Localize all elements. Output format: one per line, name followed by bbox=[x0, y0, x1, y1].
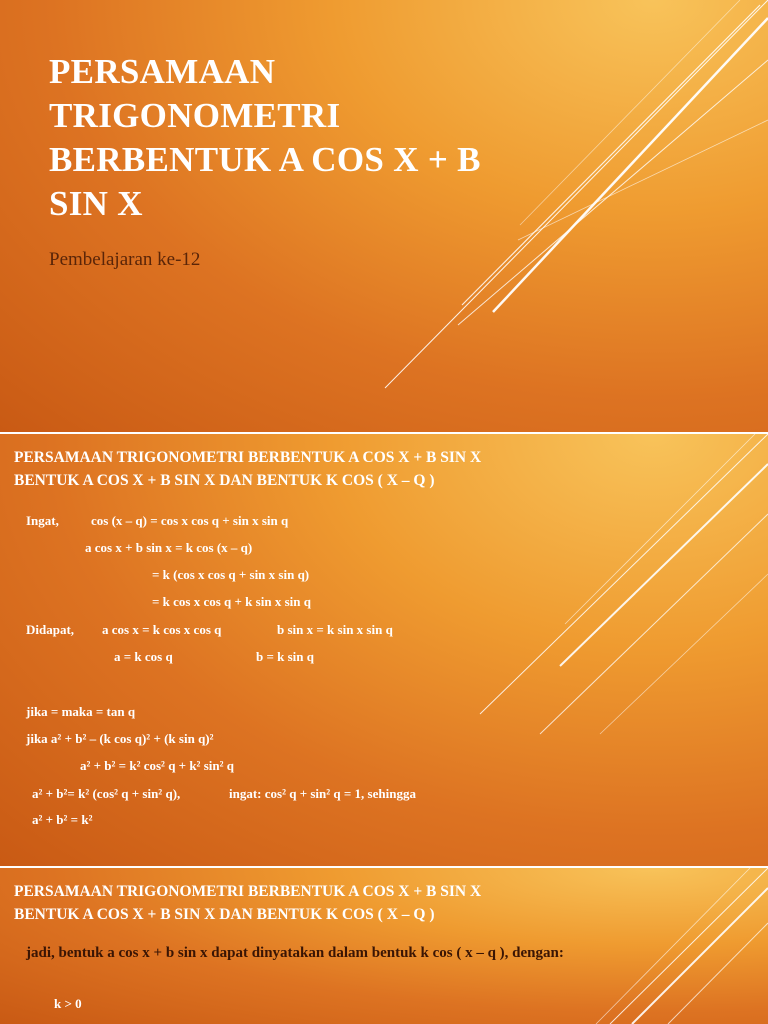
text-line: a = k cos q bbox=[114, 649, 173, 664]
text-line: = k cos x cos q + k sin x sin q bbox=[152, 594, 311, 609]
title-line: PERSAMAAN bbox=[49, 52, 276, 91]
text-line: Didapat, bbox=[26, 622, 75, 637]
text-line: a² + b² = k² bbox=[32, 812, 93, 827]
text-line: b sin x = k sin x sin q bbox=[277, 622, 393, 637]
body-text: jadi, bentuk a cos x + b sin x dapat dinyatakan dalam bentuk k cos ( x – q ), dengan: bbox=[26, 945, 564, 961]
title-line: TRIGONOMETRI bbox=[49, 96, 341, 135]
condition-text: k > 0 bbox=[54, 996, 82, 1011]
text-line: cos (x – q) = cos x cos q + sin x sin q bbox=[91, 513, 289, 528]
slide-heading bbox=[14, 446, 481, 492]
title-line: SIN X bbox=[49, 184, 143, 223]
content-slide bbox=[0, 868, 768, 1024]
slide-heading bbox=[14, 880, 481, 926]
heading-line: PERSAMAAN TRIGONOMETRI BERBENTUK A COS X + B SIN X bbox=[14, 883, 482, 900]
text-line: = k (cos x cos q + sin x sin q) bbox=[152, 567, 310, 582]
text-line: jika = maka = tan q bbox=[26, 704, 136, 719]
slide-title bbox=[49, 50, 519, 226]
title-slide bbox=[0, 0, 768, 432]
text-line: Ingat, bbox=[26, 513, 59, 528]
heading-line: BENTUK A COS X + B SIN X DAN BENTUK K COS ( X – Q ) bbox=[14, 472, 435, 489]
text-line: a² + b² = k² cos² q + k² sin² q bbox=[80, 758, 234, 773]
text-line: jika a² + b² – (k cos q)² + (k sin q)² bbox=[26, 731, 214, 746]
text-line: a cos x + b sin x = k cos (x – q) bbox=[85, 540, 253, 555]
text-line: b = k sin q bbox=[256, 649, 314, 664]
content-slide bbox=[0, 434, 768, 866]
heading-line: BENTUK A COS X + B SIN X DAN BENTUK K COS ( X – Q ) bbox=[14, 906, 435, 923]
text-line: ingat: cos² q + sin² q = 1, sehingga bbox=[229, 786, 416, 801]
text-line: a² + b²= k² (cos² q + sin² q), bbox=[32, 786, 181, 801]
slide-subtitle: Pembelajaran ke-12 bbox=[49, 249, 201, 270]
title-line: BERBENTUK A COS X + B bbox=[49, 140, 481, 179]
heading-line: PERSAMAAN TRIGONOMETRI BERBENTUK A COS X + B SIN X bbox=[14, 449, 482, 466]
text-line: a cos x = k cos x cos q bbox=[102, 622, 222, 637]
